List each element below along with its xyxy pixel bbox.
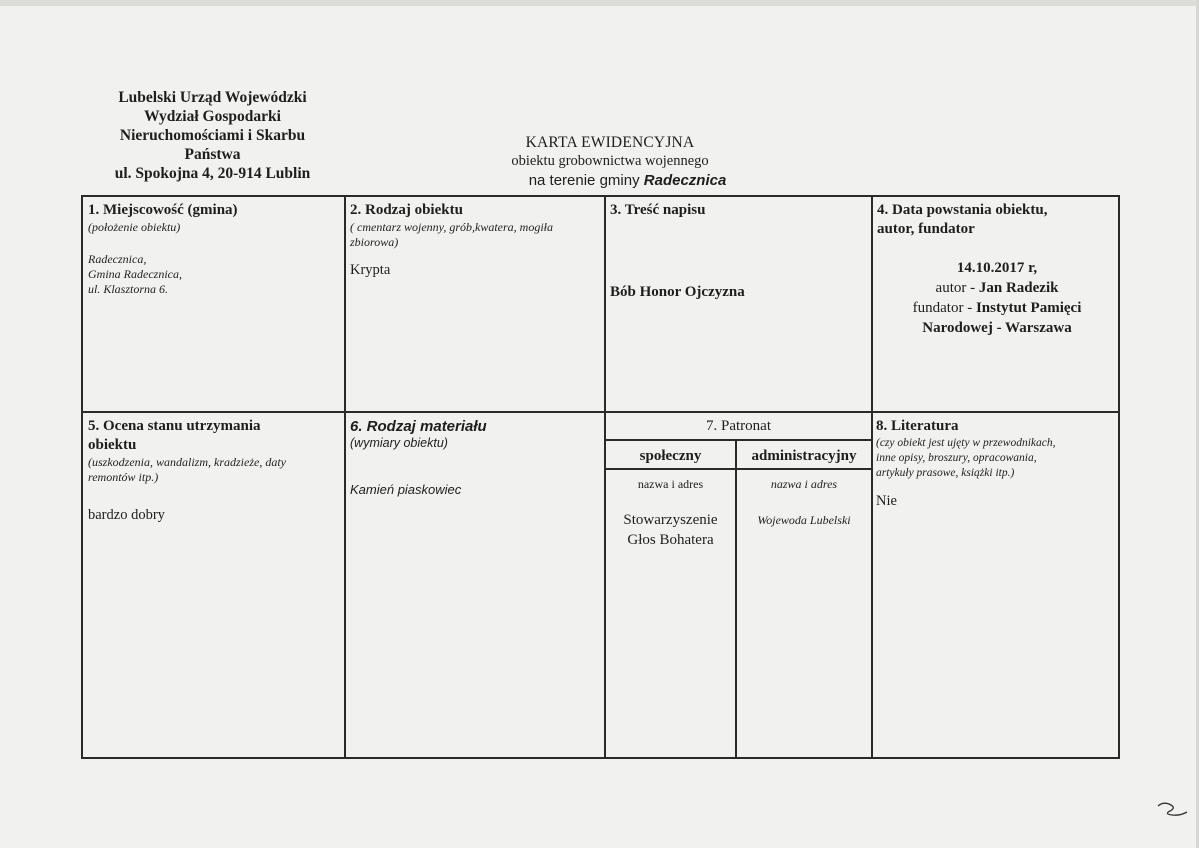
cell-condition-hint [88, 455, 338, 485]
cell-material-title: 6. Rodzaj materiału [350, 418, 487, 435]
cell-literature-title: 8. Literatura [876, 418, 959, 434]
founder-name: Instytut Pamięci [975, 300, 1082, 316]
title-line: 5. Ocena stanu utrzymania [88, 418, 261, 434]
founder-line [877, 298, 1117, 318]
inscription-value: Bób Honor Ojczyzna [610, 284, 745, 300]
document-title: KARTA EWIDENCYJNA [525, 134, 695, 151]
cell-date-author [877, 201, 1117, 338]
office-line: Państwa [184, 146, 241, 163]
social-patron-value [606, 510, 735, 550]
admin-patron-value: Wojewoda Lubelski [757, 513, 851, 527]
creation-date: 14.10.2017 r, [956, 260, 1038, 276]
table-row-divider [81, 411, 1120, 413]
title-line: autor, fundator [877, 221, 975, 237]
cell-literature [876, 417, 1116, 510]
admin-name-address-label: nazwa i adres [770, 477, 838, 491]
patronage-social-header: społeczny [639, 448, 702, 464]
patronat-divider [604, 468, 872, 470]
cell-inscription [610, 201, 868, 302]
table-border-bottom [81, 757, 1120, 759]
cell-object-type-hint [350, 220, 600, 250]
location-line: Gmina Radecznica, [88, 267, 182, 281]
office-line: Lubelski Urząd Wojewódzki [118, 89, 307, 106]
location-line: Radecznica, [88, 252, 147, 266]
social-name-address-label: nazwa i adres [637, 477, 704, 491]
patronage-admin-header: administracyjny [751, 448, 857, 464]
cell-condition-title [88, 417, 338, 455]
hint-line: (uszkodzenia, wandalizm, kradzieże, daty [88, 455, 286, 469]
office-line: Nieruchomościami i Skarbu [119, 127, 306, 144]
cell-object-type [350, 201, 600, 279]
patron-line: Głos Bohatera [627, 532, 714, 548]
hint-line: ( cmentarz wojenny, grób,kwatera, mogiła [350, 220, 553, 234]
cell-inscription-title: 3. Treść napisu [610, 202, 706, 218]
hint-line: remontów itp.) [88, 470, 159, 484]
author-prefix: autor - [935, 280, 976, 296]
object-type-value: Krypta [350, 262, 391, 278]
hint-line: artykuły prasowe, książki itp.) [876, 467, 1015, 479]
cell-patronage [606, 418, 871, 435]
author-line [877, 278, 1117, 298]
title-line: obiektu [88, 437, 137, 453]
hint-line: (czy obiekt jest ujęty w przewodnikach, [876, 437, 1056, 449]
literature-value: Nie [876, 493, 897, 509]
area-name: Radecznica [643, 172, 727, 189]
material-value: Kamień piaskowiec [350, 482, 462, 497]
founder-name-cont: Narodowej - Warszawa [922, 320, 1072, 336]
patron-line: Stowarzyszenie [623, 512, 718, 528]
location-line: ul. Klasztorna 6. [88, 282, 169, 296]
hint-line: zbiorowa) [350, 235, 399, 249]
cell-material-hint: (wymiary obiektu) [350, 436, 448, 450]
office-line: ul. Spokojna 4, 20-914 Lublin [114, 165, 311, 182]
cell-object-type-title: 2. Rodzaj obiektu [350, 202, 463, 218]
condition-value: bardzo dobry [88, 507, 165, 523]
area-prefix: na terenie gminy [528, 172, 640, 189]
author-name: Jan Radezik [978, 280, 1059, 296]
office-line: Wydział Gospodarki [144, 108, 281, 125]
table-border-right [1118, 195, 1120, 758]
hint-line: inne opisy, broszury, opracowania, [876, 452, 1037, 464]
handwritten-page-mark-icon [1154, 797, 1190, 821]
cell-date-author-title [877, 201, 1117, 239]
cell-literature-hint [876, 436, 1116, 481]
cell-location [88, 201, 338, 297]
founder-prefix: fundator - [912, 300, 973, 316]
cell-patronage-title: 7. Patronat [706, 418, 771, 434]
patronat-divider [604, 439, 872, 441]
cell-material [350, 417, 600, 497]
table-col-divider [344, 195, 346, 758]
cell-condition [88, 417, 338, 524]
table-col-divider [871, 195, 873, 758]
document-subtitle: obiektu grobownictwa wojennego [511, 153, 709, 169]
cell-location-hint: (położenie obiektu) [88, 220, 181, 234]
table-border-top [81, 195, 1120, 197]
cell-location-title: 1. Miejscowość (gmina) [88, 202, 238, 218]
title-line: 4. Data powstania obiektu, [877, 202, 1048, 218]
table-border-left [81, 195, 83, 758]
